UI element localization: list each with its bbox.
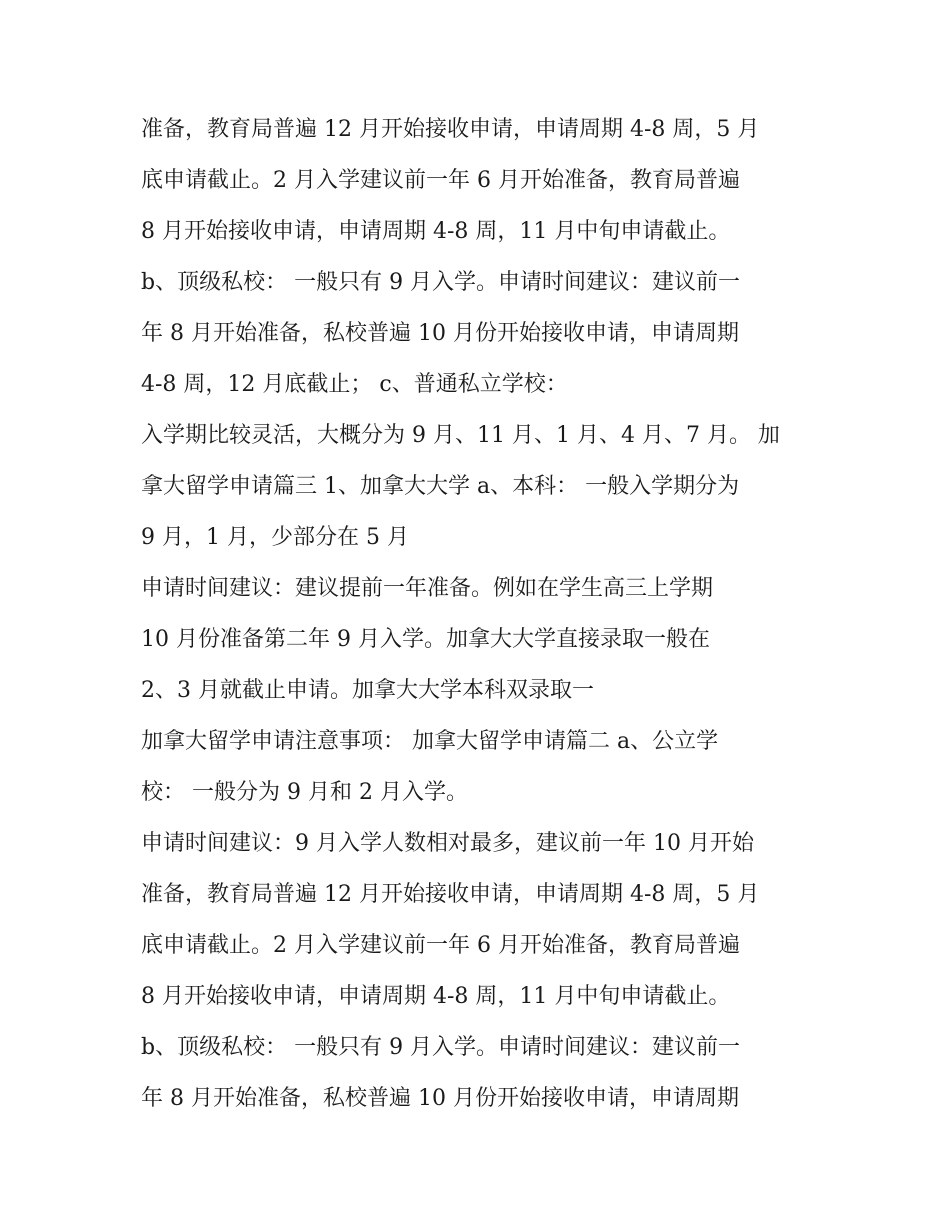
text-line: 准备，教育局普遍 12 月开始接收申请，申请周期 4-8 周，5 月 (141, 882, 760, 907)
text-line: 加拿大留学申请注意事项： 加拿大留学申请篇二 a、公立学 (141, 729, 719, 754)
text-line: 申请时间建议：建议提前一年准备。例如在学生高三上学期 (141, 576, 714, 601)
text-line: 10 月份准备第二年 9 月入学。加拿大大学直接录取一般在 (141, 627, 710, 652)
text-line: 年 8 月开始准备，私校普遍 10 月份开始接收申请，申请周期 (141, 321, 739, 346)
text-line: 拿大留学申请篇三 1、加拿大大学 a、本科： 一般入学期分为 (141, 474, 740, 499)
text-line: 底申请截止。2 月入学建议前一年 6 月开始准备，教育局普遍 (141, 168, 740, 193)
text-line: 底申请截止。2 月入学建议前一年 6 月开始准备，教育局普遍 (141, 933, 740, 958)
text-line: 8 月开始接收申请，申请周期 4-8 周，11 月中旬申请截止。 (141, 984, 731, 1009)
text-line: b、顶级私校： 一般只有 9 月入学。申请时间建议：建议前一 (141, 270, 741, 295)
text-line: 年 8 月开始准备，私校普遍 10 月份开始接收申请，申请周期 (141, 1086, 739, 1111)
text-line: 入学期比较灵活，大概分为 9 月、11 月、1 月、4 月、7 月。 加 (141, 423, 780, 448)
text-line: b、顶级私校： 一般只有 9 月入学。申请时间建议：建议前一 (141, 1035, 741, 1060)
text-line: 校： 一般分为 9 月和 2 月入学。 (141, 780, 468, 805)
text-line: 准备，教育局普遍 12 月开始接收申请，申请周期 4-8 周，5 月 (141, 117, 760, 142)
text-line: 8 月开始接收申请，申请周期 4-8 周，11 月中旬申请截止。 (141, 219, 731, 244)
text-line: 申请时间建议：9 月入学人数相对最多，建议前一年 10 月开始 (141, 831, 754, 856)
text-line: 2、3 月就截止申请。加拿大大学本科双录取一 (141, 678, 594, 703)
text-line: 4-8 周，12 月底截止； c、普通私立学校： (141, 372, 568, 397)
text-line: 9 月，1 月，少部分在 5 月 (141, 525, 409, 550)
document-body (141, 104, 821, 1124)
